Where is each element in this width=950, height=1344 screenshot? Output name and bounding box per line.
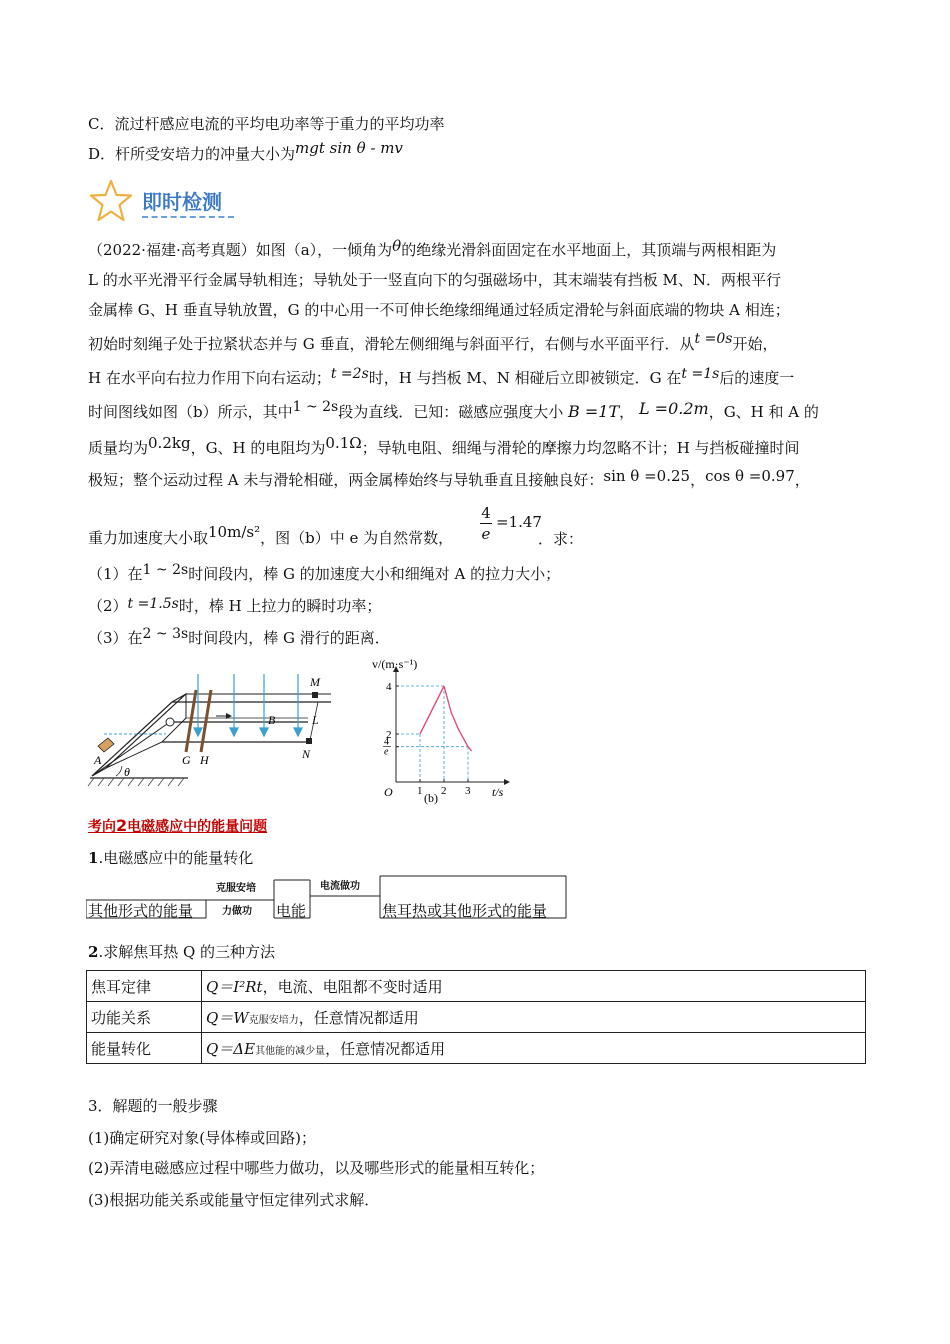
option-d-formula: mgt sin θ - mv bbox=[295, 139, 403, 157]
formula: B =1T bbox=[568, 402, 620, 421]
joule-heat-methods-table bbox=[86, 970, 866, 1064]
label-g: G bbox=[182, 753, 191, 767]
section-title: .求解焦耳热 Q 的三种方法 bbox=[98, 943, 276, 961]
velocity-time-chart bbox=[366, 656, 516, 806]
flow-arrow-1-top: 克服安培 bbox=[216, 883, 256, 894]
text: 极短；整个运动过程 A 未与滑轮相碰，两金属棒始终与导轨垂直且接触良好： bbox=[88, 471, 604, 489]
text: ；导轨电阻、细绳与滑轮的摩擦力均忽略不计；H 与挡板碰撞时间 bbox=[361, 439, 800, 457]
text: 段为直线．已知：磁感应强度大小 bbox=[338, 403, 564, 421]
formula: 1 ~ 2s bbox=[142, 562, 189, 578]
theta-symbol: θ bbox=[392, 237, 402, 255]
problem-line-6 bbox=[88, 399, 819, 423]
problem-line-7 bbox=[88, 434, 800, 458]
method-cell: 功能关系 bbox=[87, 1002, 202, 1033]
text: 时间段内，棒 G 滑行的距离． bbox=[188, 629, 390, 647]
problem-line-4 bbox=[88, 331, 778, 355]
series-curve bbox=[444, 686, 472, 751]
text: ， bbox=[794, 471, 810, 489]
formula: t =1s bbox=[681, 366, 720, 382]
problem-line-9 bbox=[88, 523, 454, 548]
text: （1）在 bbox=[88, 565, 143, 583]
origin-label: O bbox=[384, 785, 393, 799]
question-1 bbox=[88, 564, 560, 585]
method-cell: 能量转化 bbox=[87, 1033, 202, 1064]
flow-arrow-2-top: 电流做功 bbox=[320, 881, 360, 892]
caption-b: (b) bbox=[424, 791, 438, 805]
text: （2） bbox=[88, 597, 128, 615]
topic-heading bbox=[88, 816, 267, 836]
text: 时，棒 H 上拉力的瞬时功率； bbox=[178, 597, 382, 615]
formula: t =1.5s bbox=[127, 596, 179, 612]
label-m: M bbox=[310, 675, 320, 689]
x-tick-label: 3 bbox=[465, 785, 471, 797]
formula: Q＝I²Rt bbox=[206, 977, 263, 996]
option-c: C．流过杆感应电流的平均电功率等于重力的平均功率 bbox=[88, 115, 445, 133]
text: ，G、H 和 A 的 bbox=[708, 403, 819, 421]
option-d-text: D．杆所受安培力的冲量大小为 bbox=[88, 145, 296, 163]
subscript: 克服安培力 bbox=[248, 1014, 299, 1026]
text: ， bbox=[619, 403, 635, 421]
x-tick-label: 1 bbox=[417, 785, 423, 797]
section-title-underline bbox=[142, 216, 234, 218]
fraction-numerator: 4 bbox=[481, 504, 491, 522]
star-icon bbox=[88, 178, 134, 228]
formula: Q＝ΔE bbox=[206, 1039, 256, 1058]
formula: sin θ =0.25 bbox=[603, 467, 691, 485]
formula: cos θ =0.97 bbox=[705, 467, 795, 485]
text: 时间图线如图（b）所示，其中 bbox=[88, 403, 293, 421]
table-row bbox=[87, 971, 866, 1002]
text: 后的速度一 bbox=[719, 369, 795, 387]
formula: 0.2kg bbox=[148, 434, 191, 452]
problem-line-8 bbox=[88, 467, 810, 490]
energy-flow-diagram bbox=[86, 874, 568, 920]
text: ，图（b）中 e 为自然常数， bbox=[260, 529, 454, 547]
description: ，电流、电阻都不变时适用 bbox=[262, 977, 443, 996]
table-row bbox=[87, 1002, 866, 1033]
figure-b bbox=[366, 656, 516, 810]
y-tick-label: 4 bbox=[386, 681, 392, 693]
x-axis-label: t/s bbox=[492, 785, 504, 799]
y-tick-label-denominator: e bbox=[384, 746, 389, 758]
section-number: 1 bbox=[88, 849, 99, 867]
section-3-heading: 3．解题的一般步骤 bbox=[88, 1097, 218, 1115]
fraction-denominator: e bbox=[481, 525, 491, 543]
subscript: 其他能的减少量 bbox=[255, 1045, 326, 1057]
text: ．求： bbox=[538, 530, 584, 548]
fraction-value: =1.47 bbox=[496, 513, 542, 531]
formula: 10m/s² bbox=[208, 523, 261, 541]
text: 开始， bbox=[732, 335, 778, 353]
flow-box-joule-heat: 焦耳热或其他形式的能量 bbox=[382, 902, 548, 920]
section-number: 2 bbox=[88, 943, 99, 961]
text: 的绝缘光滑斜面固定在水平地面上，其顶端与两根相距为 bbox=[401, 241, 777, 259]
formula-cell bbox=[202, 1033, 866, 1064]
step-2: (2)弄清电磁感应过程中哪些力做功，以及哪些形式的能量相互转化； bbox=[88, 1159, 545, 1177]
flow-arrow-1-bottom: 力做功 bbox=[222, 906, 252, 917]
formula: t =0s bbox=[694, 331, 733, 347]
option-d bbox=[88, 139, 403, 164]
y-tick-label: 2 bbox=[386, 729, 392, 741]
fraction-bar bbox=[480, 523, 492, 524]
x-tick-label: 2 bbox=[441, 785, 447, 797]
text: 时间段内，棒 G 的加速度大小和细绳对 A 的拉力大小； bbox=[188, 565, 561, 583]
y-axis-label: v/(m·s⁻¹) bbox=[372, 657, 418, 671]
text: 质量均为 bbox=[88, 439, 149, 457]
formula: t =2s bbox=[330, 366, 369, 382]
formula-cell bbox=[202, 1002, 866, 1033]
formula: L =0.2m bbox=[638, 399, 709, 418]
flow-box-electric-energy: 电能 bbox=[276, 902, 307, 920]
y-tick-label-numerator: 4 bbox=[384, 736, 389, 748]
problem-line-5 bbox=[88, 368, 794, 389]
topic-title: 电磁感应中的能量问题 bbox=[127, 819, 268, 835]
formula: 0.1Ω bbox=[325, 434, 362, 452]
formula: Q＝W bbox=[206, 1008, 249, 1027]
text: ，G、H 的电阻均为 bbox=[190, 439, 326, 457]
topic-number: 2 bbox=[116, 816, 128, 835]
label-a: A bbox=[94, 753, 102, 767]
text: （2022·福建·高考真题）如图（a），一倾角为 bbox=[88, 241, 393, 259]
question-3 bbox=[88, 628, 390, 649]
text: 时，H 与挡板 M、N 相碰后立即被锁定．G 在 bbox=[368, 369, 682, 387]
step-1: (1)确定研究对象(导体棒或回路)； bbox=[88, 1129, 316, 1147]
label-h: H bbox=[200, 753, 209, 767]
text: 初始时刻绳子处于拉紧状态并与 G 垂直，滑轮左侧细绳与斜面平行，右侧与水平面平行．从 bbox=[88, 335, 695, 353]
table-row bbox=[87, 1033, 866, 1064]
question-2 bbox=[88, 596, 381, 617]
text: （3）在 bbox=[88, 629, 143, 647]
topic-prefix: 考向 bbox=[88, 819, 116, 835]
text: ， bbox=[690, 471, 706, 489]
flow-box-other-energy: 其他形式的能量 bbox=[88, 902, 194, 920]
section-2-heading bbox=[88, 942, 275, 962]
description: ，任意情况都适用 bbox=[325, 1039, 446, 1058]
label-theta: θ bbox=[124, 765, 130, 779]
formula: 2 ~ 3s bbox=[142, 626, 189, 642]
description: ，任意情况都适用 bbox=[298, 1008, 419, 1027]
label-l: L bbox=[312, 713, 319, 727]
problem-line-2: L 的水平光滑平行金属导轨相连；导轨处于一竖直向下的匀强磁场中，其末端装有挡板 M、N．两根平行 bbox=[88, 271, 781, 289]
series-line bbox=[420, 686, 444, 734]
label-n: N bbox=[302, 747, 311, 761]
text: H 在水平向右拉力作用下向右运动； bbox=[88, 369, 331, 387]
fraction-4-over-e bbox=[480, 504, 492, 543]
formula-cell bbox=[202, 971, 866, 1002]
section-1-heading bbox=[88, 848, 253, 868]
problem-line-1 bbox=[88, 237, 777, 260]
section-title: 即时检测 bbox=[142, 190, 222, 214]
problem-line-3: 金属棒 G、H 垂直导轨放置，G 的中心用一不可伸长绝缘细绳通过轻质定滑轮与斜面底端的物块 A 相连； bbox=[88, 301, 790, 319]
section-title: .电磁感应中的能量转化 bbox=[98, 849, 254, 867]
text: 重力加速度大小取 bbox=[88, 529, 209, 547]
step-3: (3)根据功能关系或能量守恒定律列式求解． bbox=[88, 1191, 380, 1209]
figure-a bbox=[86, 660, 346, 812]
label-b: B bbox=[268, 713, 276, 727]
formula: 1 ~ 2s bbox=[292, 399, 339, 415]
method-cell: 焦耳定律 bbox=[87, 971, 202, 1002]
